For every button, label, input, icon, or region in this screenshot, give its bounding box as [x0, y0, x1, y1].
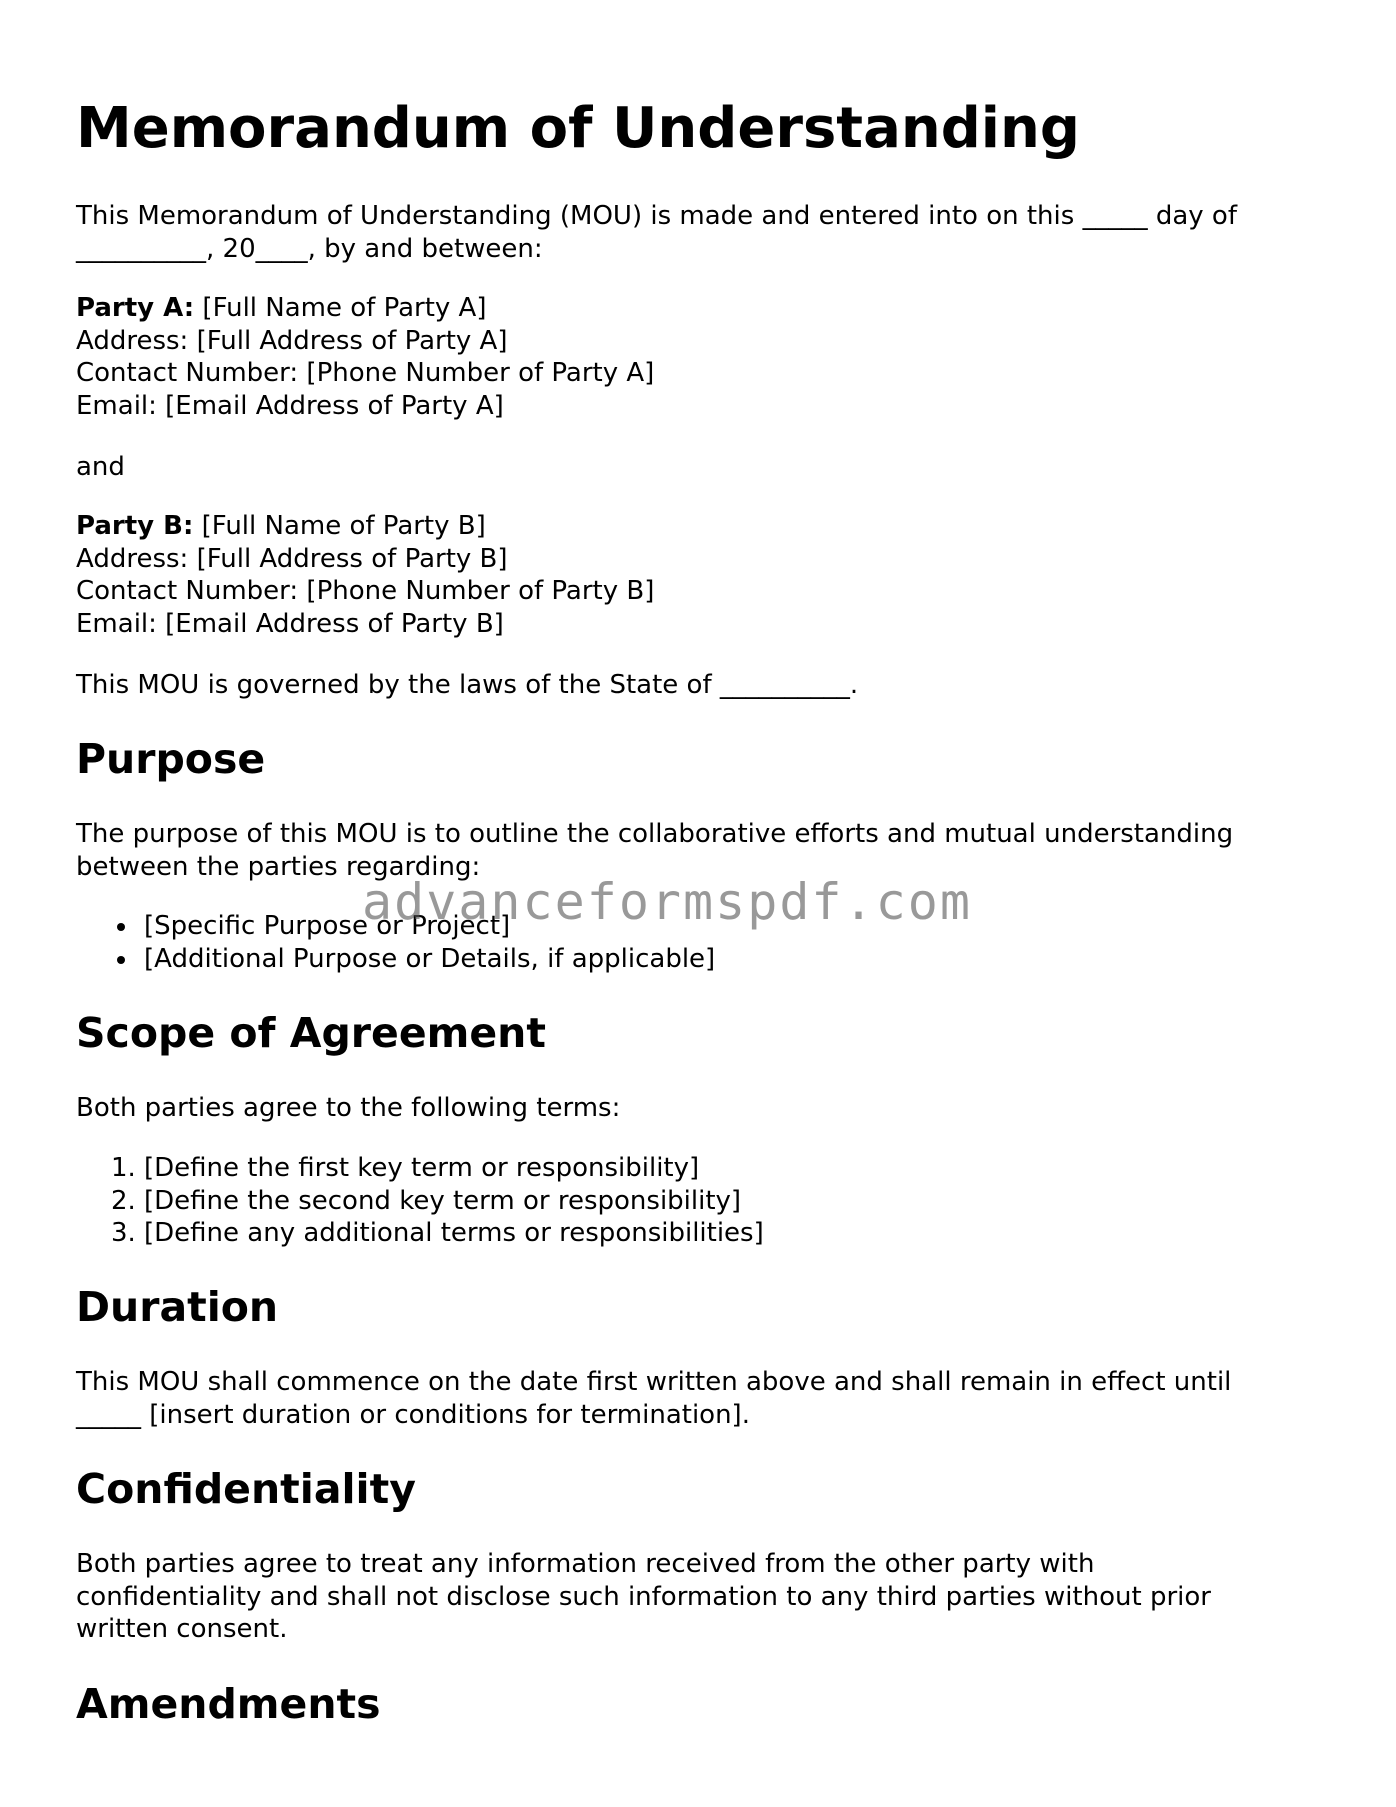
confidentiality-line-1: Both parties agree to treat any information received from the other party with [76, 1549, 1095, 1579]
scope-intro: Both parties agree to the following terms: [76, 1093, 621, 1123]
list-number: 2. [111, 1185, 136, 1216]
party-a-contact: Contact Number: [Phone Number of Party A] [76, 358, 655, 388]
list-text: [Define any additional terms or responsibilities] [144, 1218, 764, 1248]
duration-line-1: This MOU shall commence on the date first written above and shall remain in effect until [76, 1367, 1232, 1397]
party-a-name-line [76, 292, 1326, 325]
party-a-block [76, 292, 1326, 422]
purpose-line-2: between the parties regarding: [76, 851, 481, 882]
intro-line-2: __________, 20____, by and between: [76, 233, 543, 264]
list-item [76, 1185, 764, 1218]
amendments-heading: Amendments [76, 1680, 381, 1728]
list-item: [Additional Purpose or Details, if applicable] [76, 943, 715, 976]
and-text: and [76, 452, 125, 482]
list-text: [Define the first key term or responsibility] [144, 1153, 700, 1183]
party-a-email: Email: [Email Address of Party A] [76, 390, 504, 421]
purpose-heading: Purpose [76, 735, 266, 783]
party-b-contact: Contact Number: [Phone Number of Party B] [76, 576, 655, 606]
confidentiality-heading: Confidentiality [76, 1465, 416, 1513]
document-title: Memorandum of Understanding [76, 96, 1080, 161]
confidentiality-line-2: confidentiality and shall not disclose such information to any third parties without prior [76, 1581, 1211, 1612]
party-a-address: Address: [Full Address of Party A] [76, 325, 508, 356]
list-item [76, 1217, 764, 1250]
confidentiality-line-3: written consent. [76, 1614, 288, 1644]
list-item [76, 1152, 764, 1185]
party-a-name: [Full Name of Party A] [194, 293, 487, 323]
list-item: [Specific Purpose or Project] [76, 910, 715, 943]
intro-paragraph [76, 200, 1326, 265]
confidentiality-paragraph [76, 1548, 1326, 1646]
duration-line-2: _____ [insert duration or conditions for termination]. [76, 1399, 750, 1430]
watermark: advanceformspdf.com [362, 873, 972, 931]
list-text: [Define the second key term or responsibility] [144, 1185, 742, 1216]
list-number: 3. [111, 1218, 136, 1248]
purpose-list [76, 910, 715, 975]
party-b-name: [Full Name of Party B] [193, 511, 486, 541]
scope-list [76, 1152, 764, 1250]
scope-heading: Scope of Agreement [76, 1009, 546, 1057]
governing-law: This MOU is governed by the laws of the State of __________. [76, 670, 859, 700]
duration-paragraph [76, 1366, 1326, 1431]
party-b-block [76, 510, 1326, 640]
list-number: 1. [111, 1153, 136, 1183]
duration-heading: Duration [76, 1283, 279, 1331]
party-b-email: Email: [Email Address of Party B] [76, 608, 504, 639]
purpose-line-1: The purpose of this MOU is to outline the collaborative efforts and mutual understanding [76, 819, 1234, 849]
purpose-paragraph [76, 818, 1326, 883]
party-b-label: Party B: [76, 511, 194, 541]
party-b-address: Address: [Full Address of Party B] [76, 543, 508, 574]
party-a-label: Party A: [76, 293, 195, 323]
intro-line-1: This Memorandum of Understanding (MOU) is made and entered into on this _____ day of [76, 201, 1237, 231]
party-b-name-line [76, 510, 1326, 543]
